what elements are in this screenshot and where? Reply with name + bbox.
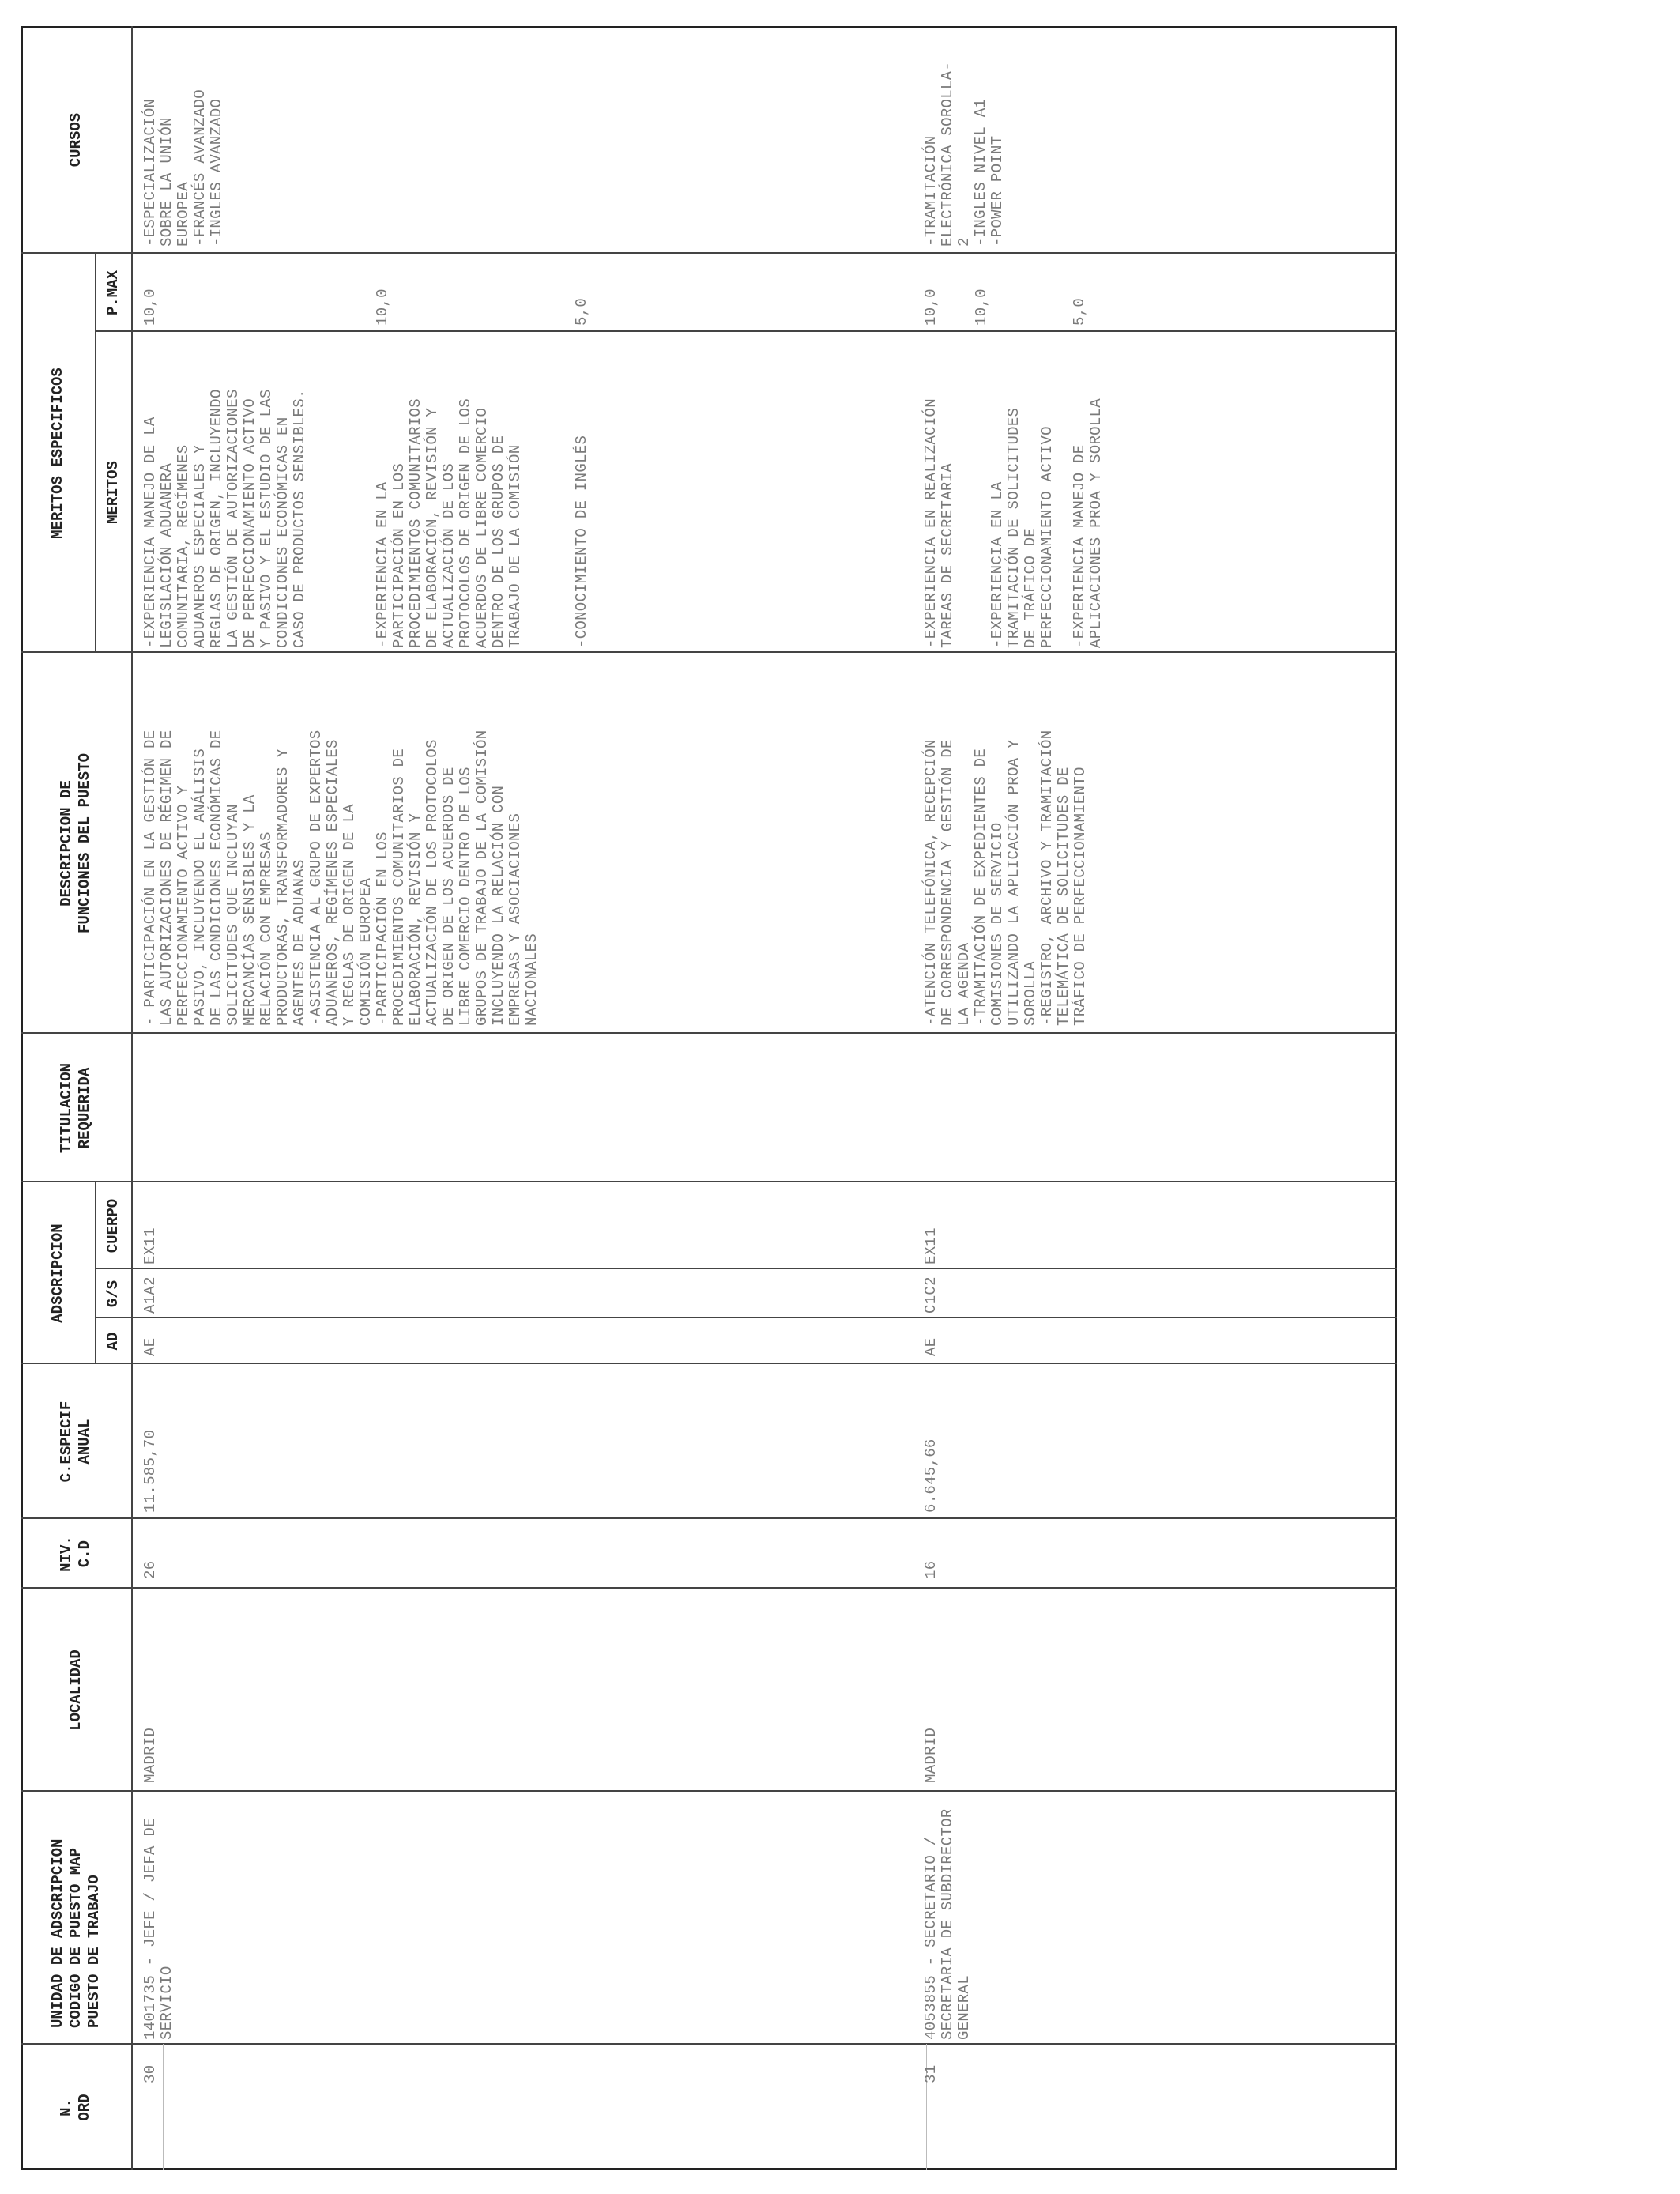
- col-sep: [21, 1790, 1397, 1792]
- col-sep: [21, 1517, 1397, 1519]
- row-ad: AE: [141, 1337, 159, 1356]
- header-meritos: MERITOS: [104, 461, 122, 524]
- header-specific: C.ESPECIF ANUAL: [58, 1400, 93, 1483]
- header-descripcion: DESCRIPCION DE FUNCIONES DEL PUESTO: [58, 752, 93, 934]
- col-sep: [21, 1032, 1397, 1034]
- row-rule: [163, 2044, 164, 2170]
- col-sep: [21, 2043, 1397, 2045]
- row-pmax: 10,0: [973, 288, 990, 326]
- row-specific: 6.645,66: [922, 1438, 940, 1513]
- row-pmax: 5,0: [1071, 297, 1088, 326]
- row-pmax: 5,0: [573, 297, 590, 326]
- row-ord: 31: [922, 2064, 940, 2083]
- header-adscripcion: ADSCRIPCION: [48, 1223, 66, 1323]
- row-ord: 30: [141, 2064, 159, 2083]
- header-level: NIV. C.D: [58, 1536, 93, 1572]
- header-cursos: CURSOS: [66, 112, 85, 168]
- row-rule: [926, 2044, 927, 2170]
- header-pmax: P.MAX: [104, 270, 122, 316]
- row-unit: 4053855 - SECRETARIO / SECRETARIA DE SUBDIRECTOR GENERAL: [922, 1808, 973, 2040]
- row-ad: AE: [922, 1337, 940, 1356]
- header-unit: UNIDAD DE ADSCRIPCION CODIGO DE PUESTO MAP PUESTO DE TRABAJO: [48, 1838, 103, 2028]
- header-gs: G/S: [104, 1280, 122, 1308]
- row-locality: MADRID: [141, 1727, 159, 1783]
- col-sep: [21, 252, 1397, 254]
- row-locality: MADRID: [922, 1727, 940, 1783]
- row-unit: 1401735 - JEFE / JEFA DE SERVICIO: [141, 1818, 175, 2040]
- header-ord: N. ORD: [58, 2094, 93, 2121]
- row-pmax: 10,0: [141, 288, 159, 326]
- row-cuerpo: EX11: [922, 1227, 940, 1265]
- header-titulacion: TITULACION REQUERIDA: [58, 1062, 93, 1154]
- sub-col-sep: [95, 1268, 1397, 1269]
- row-gs: C1C2: [922, 1276, 940, 1314]
- col-sep: [21, 1587, 1397, 1589]
- header-cuerpo: CUERPO: [104, 1198, 122, 1253]
- row-merito: -EXPERIENCIA EN LA TRAMITACIÓN DE SOLICITUDES DE TRÁFICO DE PERFECCIONAMIENTO ACTIVO: [989, 407, 1056, 648]
- row-gs: A1A2: [141, 1276, 159, 1314]
- row-merito: -EXPERIENCIA MANEJO DE APLICACIONES PROA Y SOROLLA: [1071, 398, 1105, 648]
- row-merito: -EXPERIENCIA MANEJO DE LA LEGISLACIÓN ADUANERA COMUNITARIA, REGÍMENES ADUANEROS ESPECIALES Y REGLAS DE ORIGEN, INCLUYENDO LA GESTIÓN DE AUTORIZACIONES DE PERFECCIONAMIENTO ACTIVO Y PASIVO Y EL ESTUDIO DE LAS CONDICIONES ECONÓMICAS EN CASO DE PRODUCTOS SENSIBLES.: [141, 389, 308, 648]
- header-meritos-especificos: MERITOS ESPECIFICOS: [48, 368, 66, 539]
- row-merito: -CONOCIMIENTO DE INGLÉS: [573, 435, 590, 648]
- header-rule: [131, 26, 133, 2170]
- col-sep: [21, 1181, 1397, 1182]
- row-merito: -EXPERIENCIA EN LA PARTICIPACIÓN EN LOS PROCEDIMIENTOS COMUNITARIOS DE ELABORACIÓN, REVISIÓN Y ACTUALIZACIÓN DE LOS PROTOCOLOS DE ORIGEN DE LOS ACUERDOS DE LIBRE COMERCIO DENTRO DE LOS GRUPOS DE TRABAJO DE LA COMISIÓN: [374, 398, 524, 648]
- row-level: 16: [922, 1560, 940, 1579]
- row-level: 26: [141, 1560, 159, 1579]
- sub-col-sep: [95, 330, 1397, 332]
- col-sep: [21, 1363, 1397, 1364]
- header-locality: LOCALIDAD: [66, 1649, 85, 1731]
- sub-col-sep: [95, 1317, 1397, 1318]
- row-descripcion: -ATENCIÓN TELEFÓNICA, RECEPCIÓN DE CORRESPONDENCIA Y GESTIÓN DE LA AGENDA -TRAMITACIÓN DE EXPEDIENTES DE COMISIONES DE SERVICIO UTILIZANDO LA APLICACIÓN PROA Y SOROLLA -REGISTRO, ARCHIVO Y TRAMITACIÓN TELEMÁTICA DE SOLICITUDES DE TRÁFICO DE PERFECCIONAMIENTO: [922, 729, 1089, 1026]
- row-cursos: -TRAMITACIÓN ELECTRÓNICA SOROLLA- 2 -INGLES NIVEL A1 -POWER POINT: [922, 61, 1006, 247]
- row-cuerpo: EX11: [141, 1227, 159, 1265]
- row-descripcion: - PARTICIPACIÓN EN LA GESTIÓN DE LAS AUTORIZACIONES DE RÉGIMEN DE PERFECCIONAMIENTO ACTIVO Y PASIVO, INCLUYENDO EL ANÁLISIS DE LAS CONDICIONES ECONÓMICAS DE SOLICITUDES QUE INCLUYAN MERCANCÍAS SENSIBLES Y LA RELACIÓN CON EMPRESAS PRODUCTORAS, TRANSFORMADORES Y AGENTES DE ADUANAS -ASISTENCIA AL GRUPO DE EXPERTOS ADUANEROS, REGÍMENES ESPECIALES Y REGLAS DE ORIGEN DE LA COMISIÓN EUROPEA -PARTICIPACIÓN EN LOS PROCEDIMIENTOS COMUNITARIOS DE ELABORACIÓN, REVISIÓN Y ACTUALIZACIÓN DE LOS PROTOCOLOS DE ORIGEN DE LOS ACUERDOS DE LIBRE COMERCIO DENTRO DE LOS GRUPOS DE TRABAJO DE LA COMISIÓN INCLUYENDO LA RELACIÓN CON EMPRESAS Y ASOCIACIONES NACIONALES: [141, 729, 541, 1026]
- row-pmax: 10,0: [922, 288, 940, 326]
- row-merito: -EXPERIENCIA EN REALIZACIÓN TAREAS DE SECRETARIA: [922, 398, 956, 648]
- row-pmax: 10,0: [374, 288, 391, 326]
- row-cursos: -ESPECIALIZACIÓN SOBRE LA UNIÓN EUROPEA -FRANCÉS AVANZADO -INGLES AVANZADO: [141, 89, 225, 247]
- header-ad: AD: [104, 1332, 122, 1351]
- col-sep: [21, 651, 1397, 653]
- row-specific: 11.585,70: [141, 1429, 159, 1513]
